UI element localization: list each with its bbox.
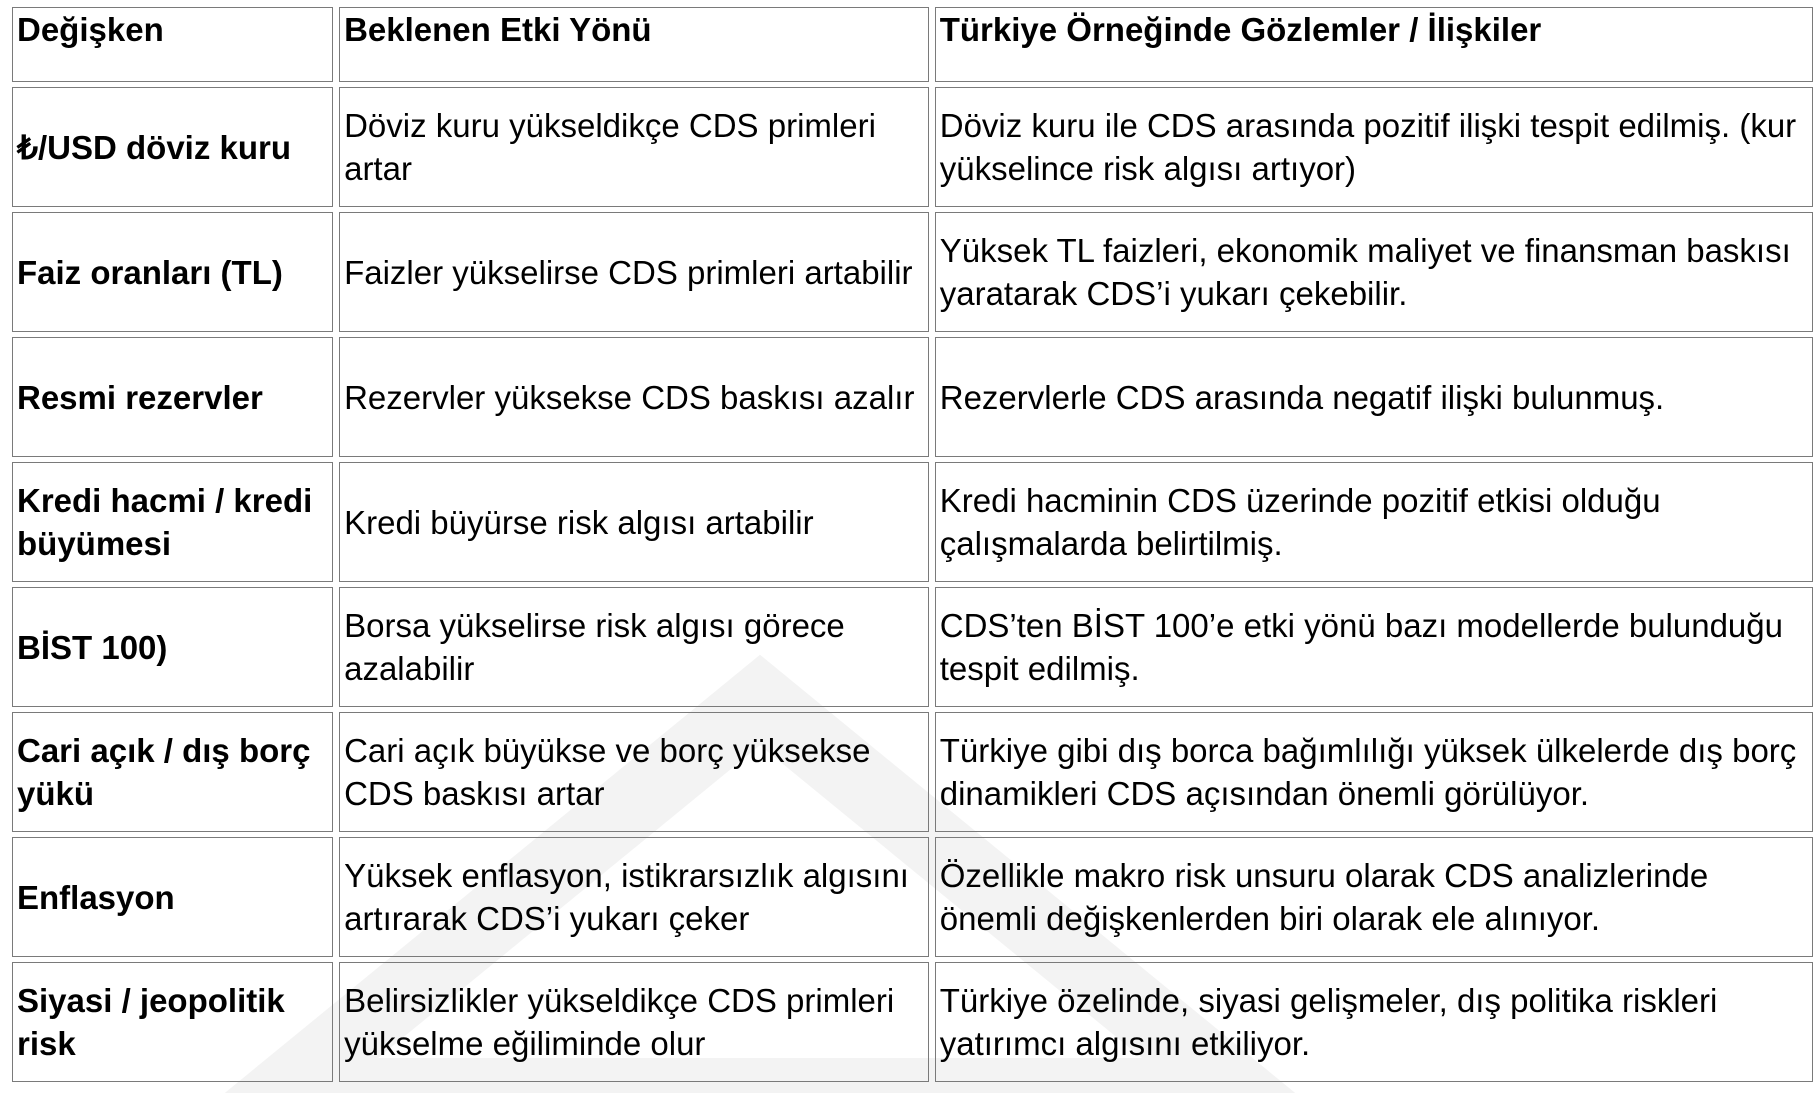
header-turkey-observations: Türkiye Örneğinde Gözlemler / İlişkiler [935,7,1813,82]
cell-observation: Döviz kuru ile CDS arasında pozitif ilişki tespit edilmiş. (kur yükselince risk algısı artıyor) [935,87,1813,207]
header-variable: Değişken [12,7,333,82]
cell-observation: CDS’ten BİST 100’e etki yönü bazı modellerde bulunduğu tespit edilmiş. [935,587,1813,707]
table-row [12,212,1813,332]
cell-variable: Siyasi / jeopolitik risk [12,962,333,1082]
cell-observation: Kredi hacminin CDS üzerinde pozitif etkisi olduğu çalışmalarda belirtilmiş. [935,462,1813,582]
cell-observation: Türkiye gibi dış borca bağımlılığı yüksek ülkelerde dış borç dinamikleri CDS açısından önemli görülüyor. [935,712,1813,832]
cell-expected-effect: Yüksek enflasyon, istikrarsızlık algısını artırarak CDS’i yukarı çeker [339,837,929,957]
cell-variable: Kredi hacmi / kredi büyümesi [12,462,333,582]
cell-variable: ₺/USD döviz kuru [12,87,333,207]
cell-variable: Faiz oranları (TL) [12,212,333,332]
table-row [12,837,1813,957]
cell-observation: Yüksek TL faizleri, ekonomik maliyet ve finansman baskısı yaratarak CDS’i yukarı çekebilir. [935,212,1813,332]
header-expected-effect: Beklenen Etki Yönü [339,7,929,82]
table-row [12,87,1813,207]
cell-expected-effect: Cari açık büyükse ve borç yüksekse CDS baskısı artar [339,712,929,832]
cell-variable: Resmi rezervler [12,337,333,457]
cell-expected-effect: Faizler yükselirse CDS primleri artabilir [339,212,929,332]
table-row [12,712,1813,832]
cell-expected-effect: Belirsizlikler yükseldikçe CDS primleri yükselme eğiliminde olur [339,962,929,1082]
table-header-row [12,7,1813,82]
cell-expected-effect: Borsa yükselirse risk algısı görece azalabilir [339,587,929,707]
table-row [12,462,1813,582]
table-row [12,962,1813,1082]
cell-observation: Özellikle makro risk unsuru olarak CDS analizlerinde önemli değişkenlerden biri olarak ele alınıyor. [935,837,1813,957]
cell-expected-effect: Kredi büyürse risk algısı artabilir [339,462,929,582]
cell-observation: Rezervlerle CDS arasında negatif ilişki bulunmuş. [935,337,1813,457]
cds-variables-table [6,2,1819,1087]
cell-variable: Enflasyon [12,837,333,957]
table-row [12,337,1813,457]
table-row [12,587,1813,707]
cell-variable: BİST 100) [12,587,333,707]
cell-observation: Türkiye özelinde, siyasi gelişmeler, dış politika riskleri yatırımcı algısını etkiliyor. [935,962,1813,1082]
cell-variable: Cari açık / dış borç yükü [12,712,333,832]
cell-expected-effect: Rezervler yüksekse CDS baskısı azalır [339,337,929,457]
cell-expected-effect: Döviz kuru yükseldikçe CDS primleri artar [339,87,929,207]
